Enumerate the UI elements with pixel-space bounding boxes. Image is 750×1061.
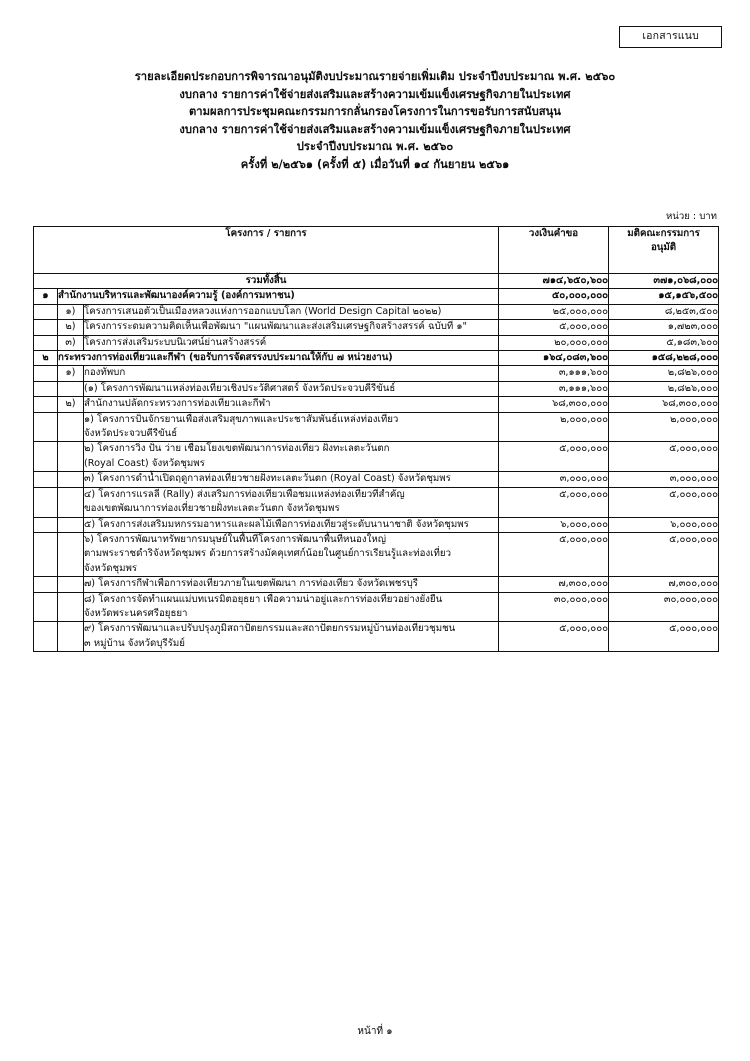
table-row	[34, 335, 719, 350]
row-approved-amount: ๑๕,๑๕๖,๕๐๐	[609, 289, 719, 304]
row-name: ๙) โครงการพัฒนาและปรับปรุงภูมิสถาปัตยกรรมและสถาปัตยกรรมหมู่บ้านท่องเที่ยวชุมชน ๓ หมู่บ้าน จังหวัดบุรีรัมย์	[84, 622, 499, 652]
row-name: ๔) โครงการแรลลี่ (Rally) ส่งเสริมการท่องเที่ยวเพื่อชมแหล่งท่องเที่ยวที่สำคัญ ของเขตพัฒนาการท่องเที่ยวชายฝั่งทะเลตะวันตก จังหวัดชุมพร	[84, 487, 499, 517]
row-spacer	[34, 442, 58, 472]
table-row	[34, 442, 719, 472]
row-approved-amount: ๕,๐๐๐,๐๐๐	[609, 532, 719, 576]
heading-line-3: ตามผลการประชุมคณะกรรมการกลั่นกรองโครงการในการขอรับการสนับสนุน	[188, 105, 562, 119]
row-name: โครงการเสนอตัวเป็นเมืองหลวงแห่งการออกแบบโลก (World Design Capital ๒๐๒๒)	[84, 304, 499, 319]
table-row	[34, 517, 719, 532]
row-spacer	[34, 397, 58, 412]
heading-line-1: รายละเอียดประกอบการพิจารณาอนุมัติงบประมาณรายจ่ายเพิ่มเติม ประจำปีงบประมาณ พ.ศ. ๒๕๖๐	[134, 70, 616, 83]
row-approved-amount: ๓,๐๐๐,๐๐๐	[609, 472, 719, 487]
row-spacer	[34, 622, 58, 652]
row-name: ๖) โครงการพัฒนาทรัพยากรมนุษย์ในพื้นที่โครงการพัฒนาพื้นที่หนองใหญ่ ตามพระราชดำริจังหวัดชุมพร ด้วยการสร้างมัคคุเทศก์น้อยในศูนย์การเรียนรู้และท่องเที่ยว จังหวัดชุมพร	[84, 532, 499, 576]
row-approved-amount: ๖,๐๐๐,๐๐๐	[609, 517, 719, 532]
grand-total-approved: ๓๗๑,๐๖๘,๐๐๐	[609, 274, 719, 289]
table-row	[34, 397, 719, 412]
row-requested-amount: ๒๐,๐๐๐,๐๐๐	[499, 335, 609, 350]
row-name: กองทัพบก	[84, 366, 499, 381]
row-number-level2: ๓)	[58, 335, 84, 350]
row-name: สำนักงานปลัดกระทรวงการท่องเที่ยวและกีฬา	[84, 397, 499, 412]
row-spacer	[34, 304, 58, 319]
table-row	[34, 412, 719, 442]
row-name: ๕) โครงการส่งเสริมมหกรรมอาหารและผลไม้เพื่อการท่องเที่ยวสู่ระดับนานาชาติ จังหวัดชุมพร	[84, 517, 499, 532]
row-requested-amount: ๖๘,๓๐๐,๐๐๐	[499, 397, 609, 412]
row-approved-amount: ๕,๐๐๐,๐๐๐	[609, 622, 719, 652]
header-approved	[609, 227, 719, 274]
row-name: ๒) โครงการวิ่ง ปั่น ว่าย เชื่อมโยงเขตพัฒนาการท่องเที่ยว ฝั่งทะเลตะวันตก (Royal Coast) จังหวัดชุมพร	[84, 442, 499, 472]
row-requested-amount: ๗,๓๐๐,๐๐๐	[499, 577, 609, 592]
table-row	[34, 472, 719, 487]
row-approved-amount: ๗,๓๐๐,๐๐๐	[609, 577, 719, 592]
row-number-level2: ๒)	[58, 397, 84, 412]
row-requested-amount: ๓๐,๐๐๐,๐๐๐	[499, 592, 609, 622]
row-approved-amount: ๒,๘๒๖,๐๐๐	[609, 381, 719, 396]
row-requested-amount: ๕,๐๐๐,๐๐๐	[499, 487, 609, 517]
row-approved-amount: ๓๐,๐๐๐,๐๐๐	[609, 592, 719, 622]
row-spacer	[34, 335, 58, 350]
table-row	[34, 622, 719, 652]
header-project: โครงการ / รายการ	[34, 227, 499, 274]
row-name: ๘) โครงการจัดทำแผนแม่บทเนรมิตอยุธยา เพื่อความน่าอยู่และการท่องเที่ยวอย่างยั่งยืน จังหวัดพระนครศรีอยุธยา	[84, 592, 499, 622]
table-row	[34, 351, 719, 366]
row-name: โครงการระดมความคิดเห็นเพื่อพัฒนา "แผนพัฒนาและส่งเสริมเศรษฐกิจสร้างสรรค์ ฉบับที่ ๑"	[84, 320, 499, 335]
header-requested: วงเงินคำขอ	[499, 227, 609, 274]
row-approved-amount: ๒,๐๐๐,๐๐๐	[609, 412, 719, 442]
heading-line-2: งบกลาง รายการค่าใช้จ่ายส่งเสริมและสร้างความเข้มแข็งเศรษฐกิจภายในประเทศ	[179, 87, 571, 101]
row-spacer	[34, 366, 58, 381]
row-requested-amount: ๕,๐๐๐,๐๐๐	[499, 532, 609, 576]
row-approved-amount: ๒,๘๒๖,๐๐๐	[609, 366, 719, 381]
table-row	[34, 366, 719, 381]
row-number-level2: ๑)	[58, 366, 84, 381]
grand-total-label: รวมทั้งสิ้น	[34, 274, 499, 289]
header-approved-line2: อนุมัติ	[650, 242, 677, 254]
grand-total-requested: ๗๑๔,๖๕๐,๖๐๐	[499, 274, 609, 289]
row-approved-amount: ๘,๒๕๓,๕๐๐	[609, 304, 719, 319]
page-footer: หน้าที่ ๑	[357, 1026, 393, 1037]
row-spacer-2	[58, 487, 84, 517]
row-requested-amount: ๕,๐๐๐,๐๐๐	[499, 320, 609, 335]
heading-line-6: ครั้งที่ ๒/๒๕๖๑ (ครั้งที่ ๕) เมื่อวันที่ ๑๔ กันยายน ๒๕๖๑	[240, 157, 510, 171]
row-spacer	[34, 412, 58, 442]
budget-table	[33, 226, 719, 652]
row-requested-amount: ๕,๐๐๐,๐๐๐	[499, 442, 609, 472]
row-number-level2: ๒)	[58, 320, 84, 335]
row-spacer-2	[58, 442, 84, 472]
table-header-row	[34, 227, 719, 274]
row-number-level2: ๑)	[58, 304, 84, 319]
row-requested-amount: ๓,๑๑๑,๖๐๐	[499, 366, 609, 381]
row-requested-amount: ๖,๐๐๐,๐๐๐	[499, 517, 609, 532]
row-spacer	[34, 577, 58, 592]
row-spacer-2	[58, 592, 84, 622]
unit-note: หน่วย : บาท	[665, 211, 717, 222]
attachment-stamp	[619, 26, 722, 48]
document-heading	[0, 68, 750, 174]
row-spacer-2	[58, 472, 84, 487]
table-row	[34, 532, 719, 576]
row-name: ๑) โครงการปั่นจักรยานเพื่อส่งเสริมสุขภาพและประชาสัมพันธ์แหล่งท่องเที่ยว จังหวัดประจวบคีรีขันธ์	[84, 412, 499, 442]
row-spacer	[34, 487, 58, 517]
row-spacer	[34, 532, 58, 576]
row-requested-amount: ๑๖๔,๐๘๓,๖๐๐	[499, 351, 609, 366]
row-requested-amount: ๒,๐๐๐,๐๐๐	[499, 412, 609, 442]
row-requested-amount: ๓,๑๑๑,๖๐๐	[499, 381, 609, 396]
row-name: สำนักงานบริหารและพัฒนาองค์ความรู้ (องค์การมหาชน)	[58, 289, 499, 304]
row-spacer	[34, 472, 58, 487]
grand-total-row	[34, 274, 719, 289]
row-requested-amount: ๕๐,๐๐๐,๐๐๐	[499, 289, 609, 304]
row-requested-amount: ๕,๐๐๐,๐๐๐	[499, 622, 609, 652]
row-name: กระทรวงการท่องเที่ยวและกีฬา (ขอรับการจัดสรรงบประมาณให้กับ ๗ หน่วยงาน)	[58, 351, 499, 366]
row-approved-amount: ๕,๐๐๐,๐๐๐	[609, 442, 719, 472]
row-spacer	[34, 320, 58, 335]
row-spacer-2	[58, 622, 84, 652]
row-spacer-2	[58, 577, 84, 592]
row-spacer-2	[58, 381, 84, 396]
row-name: ๗) โครงการกีฬาเพื่อการท่องเที่ยวภายในเขตพัฒนา การท่องเที่ยว จังหวัดเพชรบุรี	[84, 577, 499, 592]
row-approved-amount: ๖๘,๓๐๐,๐๐๐	[609, 397, 719, 412]
heading-line-5: ประจำปีงบประมาณ พ.ศ. ๒๕๖๐	[296, 140, 454, 154]
row-approved-amount: ๕,๐๐๐,๐๐๐	[609, 487, 719, 517]
table-row	[34, 487, 719, 517]
attachment-stamp-label: เอกสารแนบ	[619, 26, 722, 48]
header-approved-line1: มติคณะกรรมการ	[627, 228, 700, 239]
row-approved-amount: ๕,๑๘๓,๖๐๐	[609, 335, 719, 350]
row-spacer-2	[58, 532, 84, 576]
row-requested-amount: ๒๕,๐๐๐,๐๐๐	[499, 304, 609, 319]
row-spacer	[34, 517, 58, 532]
budget-table-body	[34, 227, 719, 652]
table-row	[34, 381, 719, 396]
row-spacer-2	[58, 412, 84, 442]
table-row	[34, 289, 719, 304]
row-requested-amount: ๓,๐๐๐,๐๐๐	[499, 472, 609, 487]
row-name: (๑) โครงการพัฒนาแหล่งท่องเที่ยวเชิงประวัติศาสตร์ จังหวัดประจวบคีรีขันธ์	[84, 381, 499, 396]
row-approved-amount: ๑๕๘,๒๒๘,๐๐๐	[609, 351, 719, 366]
budget-table-container	[33, 226, 718, 652]
row-approved-amount: ๑,๗๒๓,๐๐๐	[609, 320, 719, 335]
table-row	[34, 592, 719, 622]
row-name: โครงการส่งเสริมระบบนิเวศน์ย่านสร้างสรรค์	[84, 335, 499, 350]
heading-line-4: งบกลาง รายการค่าใช้จ่ายส่งเสริมและสร้างความเข้มแข็งเศรษฐกิจภายในประเทศ	[179, 122, 571, 136]
table-row	[34, 304, 719, 319]
row-spacer	[34, 381, 58, 396]
row-number-level1: ๒	[34, 351, 58, 366]
row-number-level1: ๑	[34, 289, 58, 304]
table-row	[34, 577, 719, 592]
row-name: ๓) โครงการดำน้ำเปิดฤดูกาลท่องเที่ยวชายฝั่งทะเลตะวันตก (Royal Coast) จังหวัดชุมพร	[84, 472, 499, 487]
row-spacer-2	[58, 517, 84, 532]
row-spacer	[34, 592, 58, 622]
table-row	[34, 320, 719, 335]
